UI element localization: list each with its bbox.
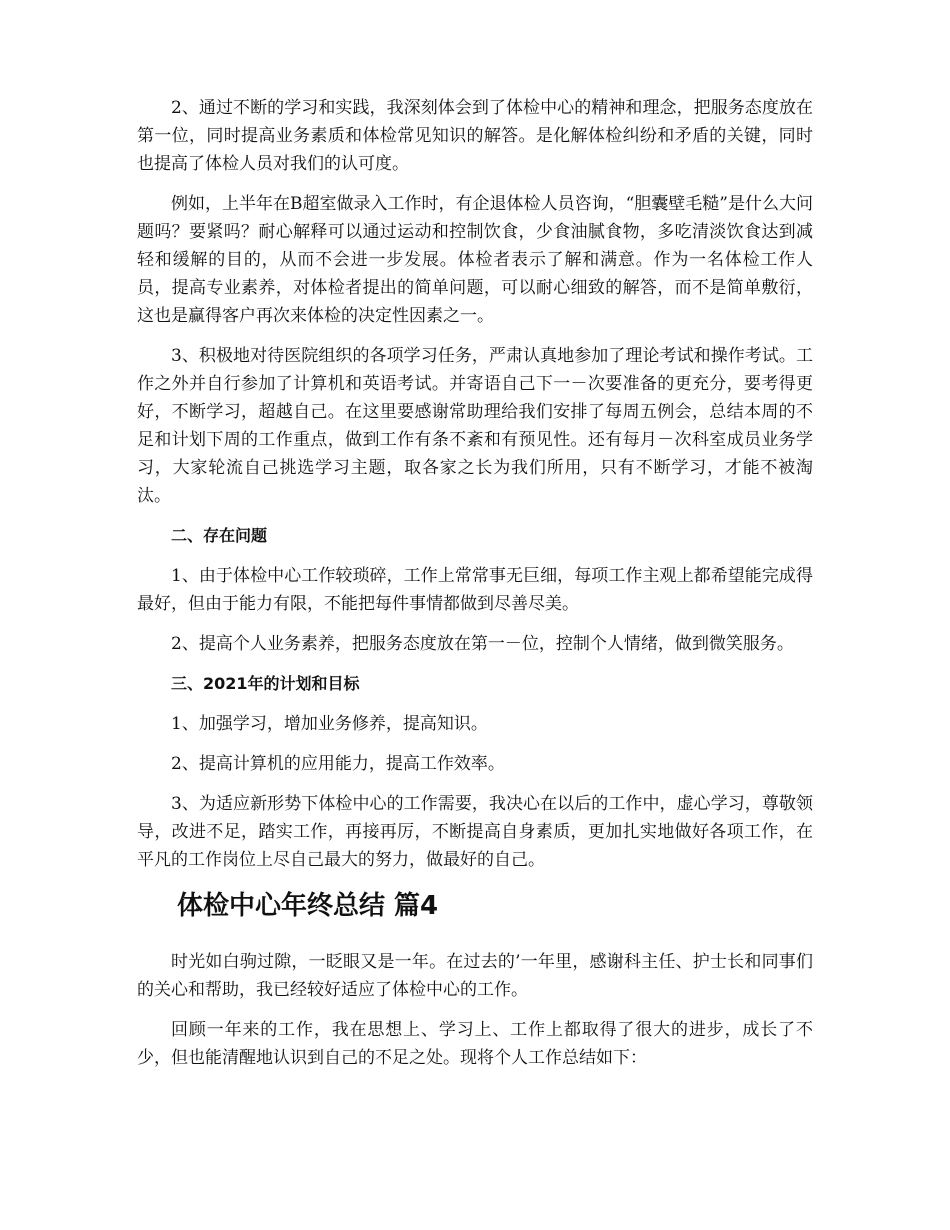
section-heading-plans: 三、2021年的计划和目标 (171, 674, 360, 693)
paragraph: 1、由于体检中心工作较琐碎，工作上常常事无巨细，每项工作主观上都希望能完成得最好，但由于能力有限，不能把每件事情都做到尽善尽美。 (137, 566, 813, 614)
paragraph: 3、为适应新形势下体检中心的工作需要，我决心在以后的工作中，虚心学习，尊敬领导，改进不足，踏实工作，再接再厉，不断提高自身素质，更加扎实地做好各项工作，在平凡的工作岗位上尽自己最大的努力，做最好的自己。 (137, 794, 813, 870)
paragraph: 3、积极地对待医院组织的各项学习任务，严肃认真地参加了理论考试和操作考试。工作之外并自行参加了计算机和英语考试。并寄语自己下一－次要准备的更充分，要考得更好，不断学习，超越自己。在这里要感谢常助理给我们安排了每周五例会，总结本周的不足和计划下周的工作重点，做到工作有条不紊和有预见性。还有每月－次科室成员业务学习，大家轮流自己挑选学习主题，取各家之长为我们所用，只有不断学习，才能不被淘汰。 (137, 346, 813, 506)
paragraph: 2、通过不断的学习和实践，我深刻体会到了体检中心的精神和理念，把服务态度放在第一位，同时提高业务素质和体检常见知识的解答。是化解体检纠纷和矛盾的关键，同时也提高了体检人员对我们的认可度。 (137, 98, 813, 174)
paragraph: 例如，上半年在B超室做录入工作时，有企退体检人员咨询，“胆囊壁毛糙”是什么大问题吗？要紧吗？耐心解释可以通过运动和控制饮食，少食油腻食物，多吃清淡饮食达到减轻和缓解的目的，从而不会进一步发展。体检者表示了解和满意。作为一名体检工作人员，提高专业素养，对体检者提出的简单问题，可以耐心细致的解答，而不是简单敷衍，这也是赢得客户再次来体检的决定性因素之一。 (137, 194, 813, 326)
paragraph: 2、提高计算机的应用能力，提高工作效率。 (171, 754, 505, 774)
paragraph: 回顾一年来的工作，我在思想上、学习上、工作上都取得了很大的进步，成长了不少，但也能清醒地认识到自己的不足之处。现将个人工作总结如下： (137, 1020, 813, 1068)
article-title: 体检中心年终总结 篇4 (177, 891, 439, 921)
paragraph: 时光如白驹过隙，一眨眼又是一年。在过去的’一年里，感谢科主任、护士长和同事们的关心和帮助，我已经较好适应了体检中心的工作。 (137, 952, 813, 1000)
section-heading-problems: 二、存在问题 (171, 526, 268, 545)
paragraph: 2、提高个人业务素养，把服务态度放在第一－位，控制个人情绪，做到微笑服务。 (171, 634, 794, 654)
document-body (137, 94, 813, 1084)
paragraph: 1、加强学习，增加业务修养，提高知识。 (171, 714, 488, 734)
